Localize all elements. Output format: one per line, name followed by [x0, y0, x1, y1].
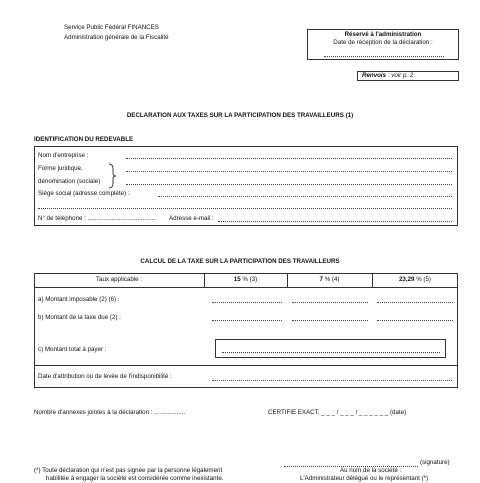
reserved-title: Réservé à l'administration [344, 31, 422, 38]
administrateur-label: L'Administrateur délégué ou le représentant (*) [300, 475, 429, 482]
renvois-ref: voir p. 2 [391, 72, 414, 79]
identification-heading: IDENTIFICATION DU REDEVABLE [34, 136, 134, 143]
rate-note: % (5) [416, 276, 431, 283]
ministry-name: Service Public Fédéral FINANCES [64, 24, 159, 31]
certifie-exact: CERTIFIE EXACT, _ _ _ / _ _ _ / _ _ _ _ _ _ (date) [268, 409, 407, 416]
telephone-label: N° de téléphone : ........................................ [38, 215, 157, 222]
montant-taxe-label: b) Montant de la taxe due (2) : [38, 314, 121, 321]
montant-taxe-7-field[interactable] [292, 320, 368, 321]
montant-imposable-7-field[interactable] [292, 302, 368, 303]
montant-total-label: c) Montant total à payer : [38, 346, 107, 353]
denomination-field[interactable] [126, 184, 452, 185]
rate-value: 23,29 [398, 276, 415, 283]
montant-taxe-15-field[interactable] [212, 320, 282, 321]
date-row-rule [34, 365, 458, 366]
annexes-label: Nombre d'annexes jointes à la déclaration : .................. [34, 409, 186, 416]
siege-social-field[interactable] [158, 196, 452, 197]
calcul-header-rule [34, 287, 458, 288]
nom-entreprise-field[interactable] [126, 158, 452, 159]
date-attribution-field[interactable] [212, 380, 452, 381]
footnote-star: (*) Toute déclaration qui n'est pas signée par la personne légalement [34, 467, 223, 474]
siege-social-label: Siège social (adresse complète) : [38, 190, 130, 197]
montant-imposable-23-field[interactable] [377, 302, 453, 303]
rate-23-29 [372, 276, 458, 284]
montant-total-field[interactable] [222, 352, 440, 353]
rate-note: % (3) [242, 276, 258, 283]
montant-total-box[interactable] [215, 339, 446, 358]
montant-imposable-15-field[interactable] [212, 302, 282, 303]
rate-7 [287, 276, 372, 284]
calcul-table [34, 273, 458, 388]
reception-date-label: Date de réception de la déclaration : [333, 39, 433, 46]
rate-15 [204, 276, 287, 284]
signature-label: (signature) [420, 459, 450, 466]
renvois-box: Renvois : voir p. 2 [357, 71, 459, 81]
date-attribution-label: Date d'attribution ou de levée de l'indisponibilité : [38, 373, 172, 380]
calcul-heading: CALCUL DE LA TAXE SUR LA PARTICIPATION DES TRAVAILLEURS [140, 258, 340, 265]
montant-imposable-label: a) Montant imposable (2) (6) : [38, 296, 120, 303]
nom-entreprise-label: Nom d'entreprise : [38, 152, 89, 159]
email-field[interactable] [218, 221, 452, 222]
taux-label: Taux applicable : [95, 276, 143, 283]
nom-societe-label: Au nom de la société : [340, 467, 402, 474]
montant-taxe-23-field[interactable] [377, 320, 453, 321]
rate-value: 15 [233, 276, 241, 283]
reception-date-field[interactable] [324, 56, 444, 57]
rate-note: % (4) [324, 276, 340, 283]
declaration-title: DECLARATION AUX TAXES SUR LA PARTICIPATION DES TRAVAILLEURS (1) [126, 112, 354, 119]
forme-juridique-label: Forme juridique, [38, 165, 83, 172]
brace-icon [107, 163, 117, 189]
reserved-box [307, 29, 459, 60]
footnote-line2: habilitée à engager la société est considérée comme inexistante. [46, 475, 224, 482]
rate-value: 7 [319, 276, 323, 283]
siege-social-field-2[interactable] [38, 208, 452, 209]
forme-juridique-field[interactable] [126, 171, 452, 172]
email-label: Adresse e-mail : [169, 215, 214, 222]
administration-name: Administration générale de la Fiscalité [64, 34, 169, 41]
renvois-label: Renvois [362, 72, 387, 79]
denomination-label: dénomination (sociale) [38, 178, 101, 185]
